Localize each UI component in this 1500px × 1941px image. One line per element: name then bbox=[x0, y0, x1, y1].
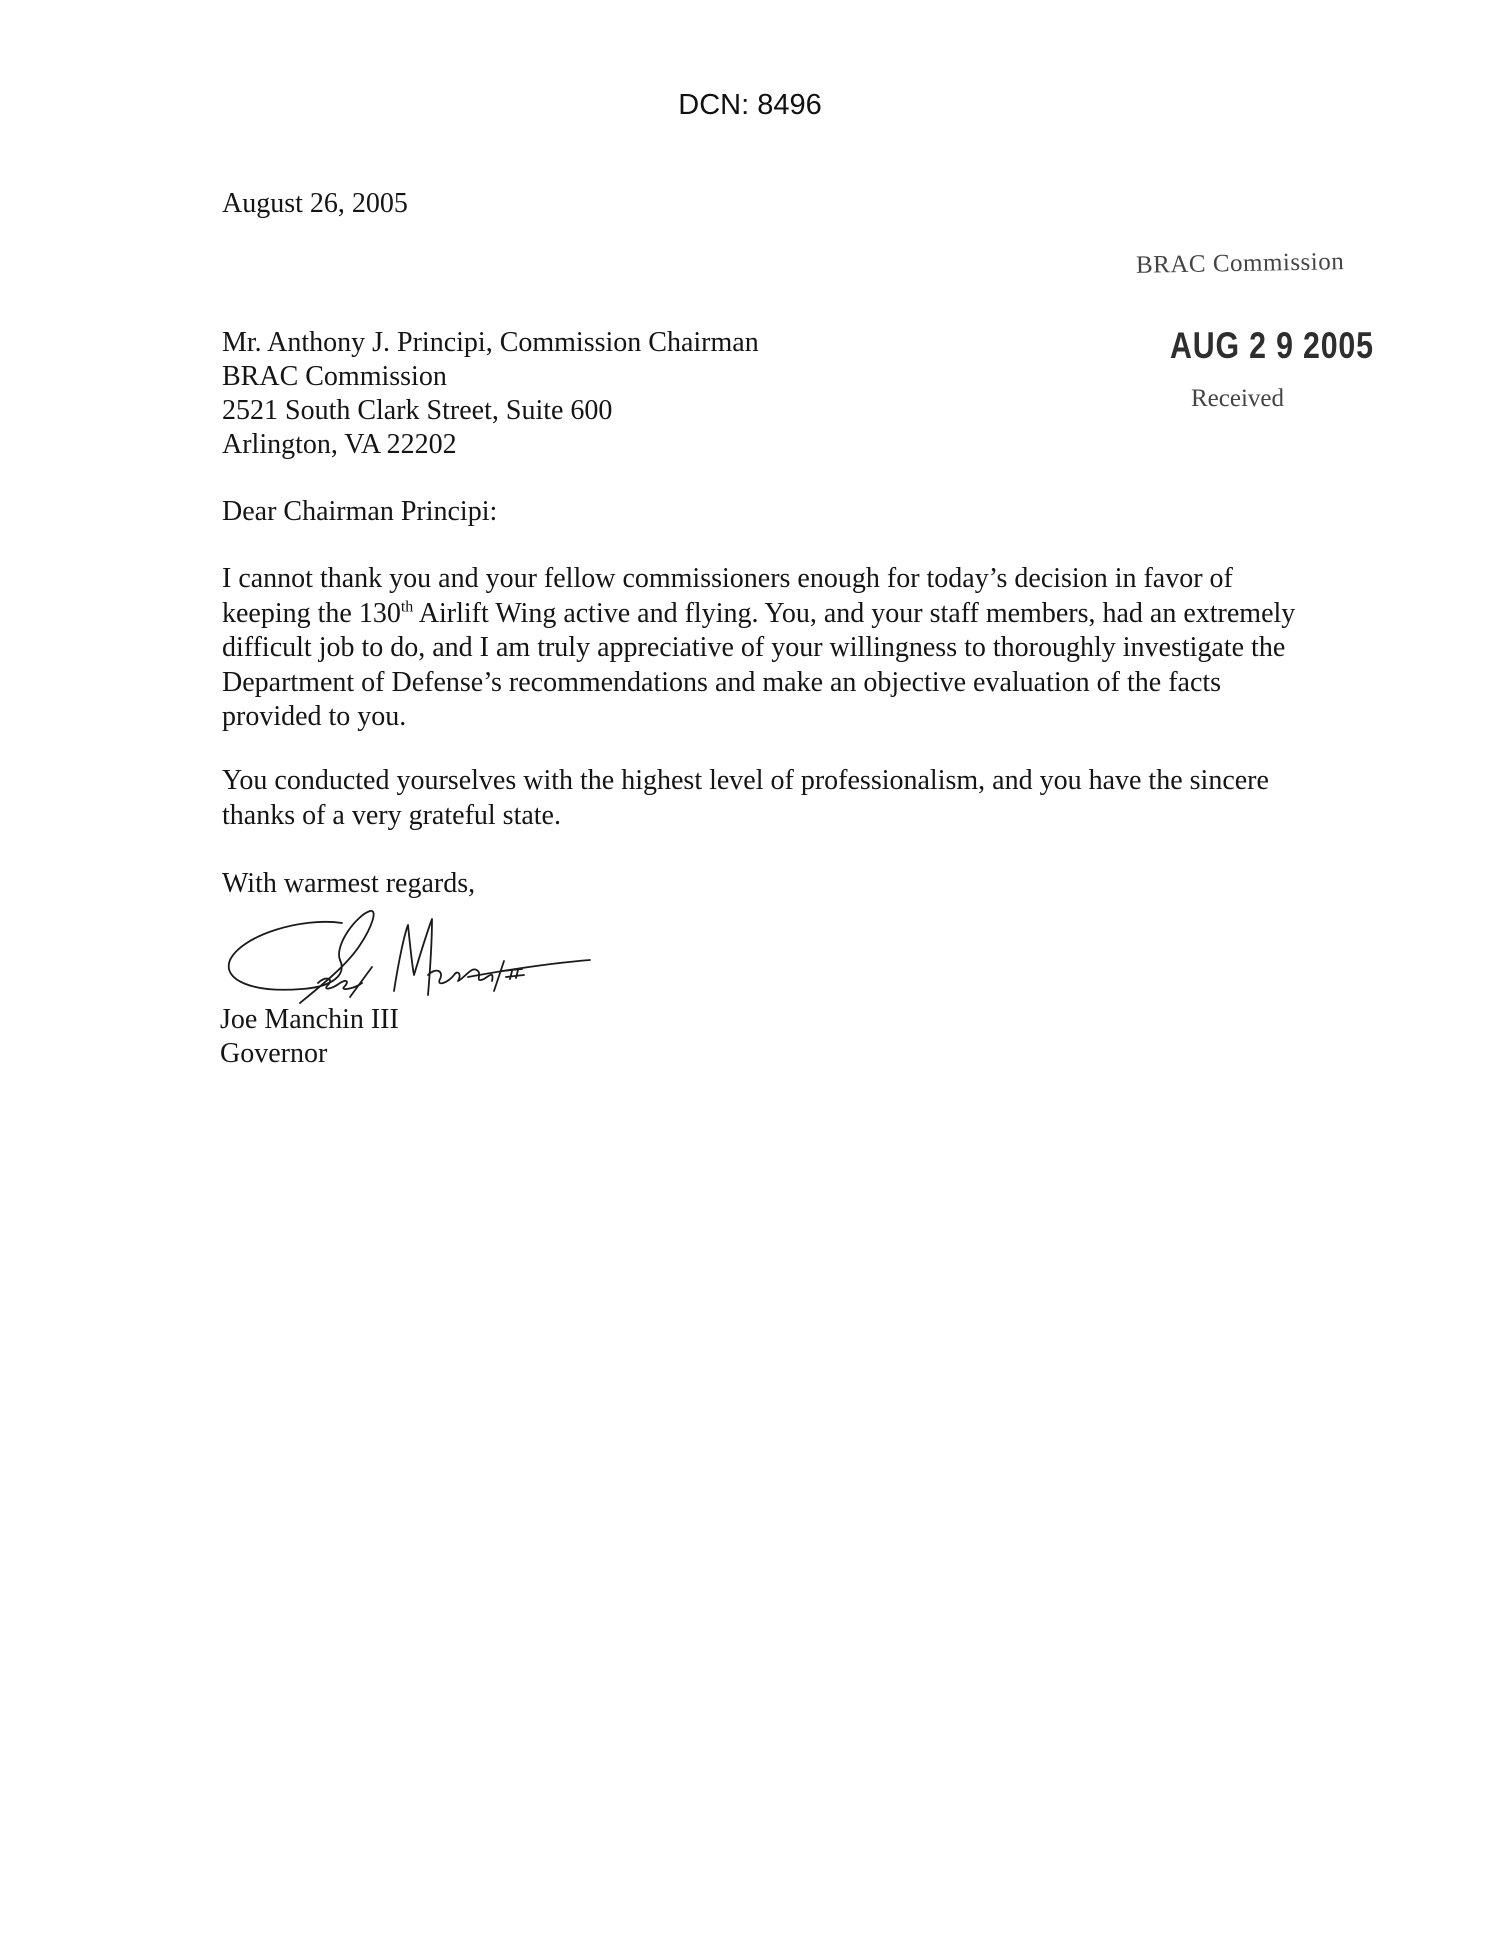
closing: With warmest regards, bbox=[222, 868, 476, 899]
stamp-organization: BRAC Commission bbox=[1135, 248, 1345, 279]
ordinal-superscript: th bbox=[400, 598, 414, 616]
recipient-address bbox=[222, 326, 759, 462]
letter-date: August 26, 2005 bbox=[222, 188, 408, 219]
recipient-city-line: Arlington, VA 22202 bbox=[222, 429, 457, 460]
stamp-date: AUG 2 9 2005 bbox=[1170, 325, 1374, 366]
body-paragraph-2: You conducted yourselves with the highest level of professionalism, and you have the sincere thanks of a very grateful state. bbox=[222, 765, 1269, 831]
recipient-organization-line: BRAC Commission bbox=[222, 361, 447, 392]
signer-block bbox=[220, 1003, 399, 1071]
signature-text: Joe Manchin III bbox=[222, 905, 229, 906]
signer-name: Joe Manchin III bbox=[220, 1004, 399, 1035]
document-control-number: DCN: 8496 bbox=[678, 89, 822, 121]
salutation: Dear Chairman Principi: bbox=[222, 496, 498, 527]
paragraph-1-text-start: I cannot thank you and your fellow commissioners enough for today’s decision in favor of keeping the 130 bbox=[222, 563, 1233, 629]
stamp-status: Received bbox=[1191, 385, 1285, 412]
signer-title: Governor bbox=[220, 1038, 328, 1069]
paragraph-1-text-end: Airlift Wing active and flying. You, and your staff members, had an extremely difficult job to do, and I am truly appreciative of your willingness to thoroughly investigate the Department of Defense’s recommendations and make an objective evaluation of the facts provided to you. bbox=[222, 597, 1296, 732]
recipient-street-line: 2521 South Clark Street, Suite 600 bbox=[222, 395, 613, 426]
recipient-name-line: Mr. Anthony J. Principi, Commission Chairman bbox=[222, 327, 759, 358]
handwritten-signature bbox=[222, 905, 602, 1005]
body-paragraph-1 bbox=[222, 562, 1322, 735]
